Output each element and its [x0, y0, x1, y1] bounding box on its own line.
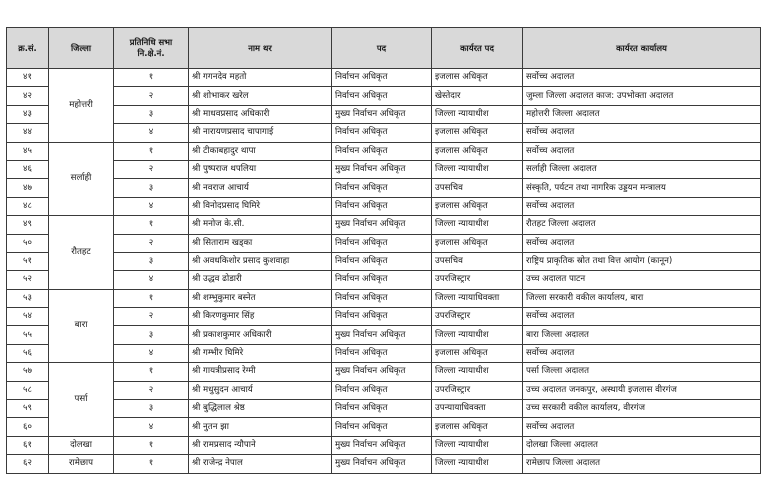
- serial-cell: ४२: [7, 87, 49, 105]
- post-cell: निर्वाचन अधिकृत: [332, 142, 432, 160]
- constituency-cell: २: [114, 308, 189, 326]
- district-cell: सर्लाही: [49, 142, 114, 216]
- constituency-cell: ४: [114, 124, 189, 142]
- table-row: [7, 344, 761, 362]
- working-office-cell: सर्लाही जिल्ला अदालत: [523, 160, 761, 178]
- table-row: [7, 436, 761, 454]
- post-cell: मुख्य निर्वाचन अधिकृत: [332, 363, 432, 381]
- name-cell: श्री पुष्पराज थपलिया: [189, 160, 332, 178]
- post-cell: मुख्य निर्वाचन अधिकृत: [332, 436, 432, 454]
- officer-table: [6, 27, 761, 474]
- constituency-cell: ३: [114, 179, 189, 197]
- working-post-cell: इजलास अधिकृत: [432, 197, 523, 215]
- post-cell: निर्वाचन अधिकृत: [332, 87, 432, 105]
- working-office-cell: जुम्ला जिल्ला अदालत काज: उपभोक्ता अदालत: [523, 87, 761, 105]
- header-name: नाम थर: [189, 28, 332, 69]
- working-office-cell: उच्च सरकारी वकील कार्यालय, वीरगंज: [523, 400, 761, 418]
- working-office-cell: जिल्ला सरकारी वकील कार्यालय, बारा: [523, 289, 761, 307]
- working-post-cell: जिल्ला न्यायाधीश: [432, 363, 523, 381]
- constituency-cell: १: [114, 216, 189, 234]
- table-row: [7, 105, 761, 123]
- working-office-cell: उच्च अदालत जनकपुर, अस्थायी इजलास वीरगंज: [523, 381, 761, 399]
- table-row: [7, 308, 761, 326]
- header-serial: क्र.सं.: [7, 28, 49, 69]
- serial-cell: ५७: [7, 363, 49, 381]
- constituency-cell: १: [114, 436, 189, 454]
- name-cell: श्री उद्धव ढोडारी: [189, 271, 332, 289]
- post-cell: निर्वाचन अधिकृत: [332, 197, 432, 215]
- working-post-cell: जिल्ला न्यायाधिवक्ता: [432, 289, 523, 307]
- serial-cell: ४९: [7, 216, 49, 234]
- header-constituency: [114, 28, 189, 69]
- table-row: [7, 87, 761, 105]
- table-row: [7, 289, 761, 307]
- name-cell: श्री शोभाकर खरेल: [189, 87, 332, 105]
- constituency-cell: ४: [114, 271, 189, 289]
- working-office-cell: सर्वोच्च अदालत: [523, 142, 761, 160]
- post-cell: निर्वाचन अधिकृत: [332, 418, 432, 436]
- working-post-cell: इजलास अधिकृत: [432, 344, 523, 362]
- working-office-cell: सर्वोच्च अदालत: [523, 69, 761, 87]
- name-cell: श्री किरणकुमार सिंह: [189, 308, 332, 326]
- working-post-cell: जिल्ला न्यायाधीश: [432, 326, 523, 344]
- serial-cell: ४३: [7, 105, 49, 123]
- constituency-cell: ३: [114, 400, 189, 418]
- working-post-cell: उपरजिस्ट्रार: [432, 308, 523, 326]
- working-post-cell: इजलास अधिकृत: [432, 142, 523, 160]
- serial-cell: ५२: [7, 271, 49, 289]
- working-office-cell: रामेछाप जिल्ला अदालत: [523, 455, 761, 473]
- name-cell: श्री सिताराम खड्का: [189, 234, 332, 252]
- name-cell: श्री गायत्रीप्रसाद रेग्मी: [189, 363, 332, 381]
- working-post-cell: उपरजिस्ट्रार: [432, 381, 523, 399]
- table-row: [7, 179, 761, 197]
- constituency-cell: २: [114, 234, 189, 252]
- working-post-cell: जिल्ला न्यायाधीश: [432, 455, 523, 473]
- district-cell: पर्सा: [49, 363, 114, 437]
- table-body: [7, 69, 761, 474]
- serial-cell: ६१: [7, 436, 49, 454]
- post-cell: निर्वाचन अधिकृत: [332, 381, 432, 399]
- working-office-cell: सर्वोच्च अदालत: [523, 308, 761, 326]
- name-cell: श्री गम्भीर घिमिरे: [189, 344, 332, 362]
- serial-cell: ६२: [7, 455, 49, 473]
- post-cell: निर्वाचन अधिकृत: [332, 124, 432, 142]
- working-office-cell: पर्सा जिल्ला अदालत: [523, 363, 761, 381]
- constituency-cell: ३: [114, 252, 189, 270]
- serial-cell: ५१: [7, 252, 49, 270]
- serial-cell: ५५: [7, 326, 49, 344]
- name-cell: श्री गगनदेव महतो: [189, 69, 332, 87]
- table-row: [7, 455, 761, 473]
- working-post-cell: इजलास अधिकृत: [432, 69, 523, 87]
- working-office-cell: सर्वोच्च अदालत: [523, 124, 761, 142]
- serial-cell: ४७: [7, 179, 49, 197]
- name-cell: श्री नवराज आचार्य: [189, 179, 332, 197]
- serial-cell: ४४: [7, 124, 49, 142]
- constituency-cell: १: [114, 142, 189, 160]
- name-cell: श्री प्रकाशकुमार अधिकारी: [189, 326, 332, 344]
- post-cell: मुख्य निर्वाचन अधिकृत: [332, 160, 432, 178]
- district-cell: दोलखा: [49, 436, 114, 454]
- table-row: [7, 271, 761, 289]
- serial-cell: ५६: [7, 344, 49, 362]
- table-row: [7, 142, 761, 160]
- working-post-cell: जिल्ला न्यायाधीश: [432, 436, 523, 454]
- name-cell: श्री माधवप्रसाद अधिकारी: [189, 105, 332, 123]
- post-cell: निर्वाचन अधिकृत: [332, 344, 432, 362]
- serial-cell: ५३: [7, 289, 49, 307]
- table-row: [7, 326, 761, 344]
- constituency-cell: २: [114, 381, 189, 399]
- table-row: [7, 197, 761, 215]
- serial-cell: ४५: [7, 142, 49, 160]
- post-cell: निर्वाचन अधिकृत: [332, 308, 432, 326]
- working-office-cell: उच्च अदालत पाटन: [523, 271, 761, 289]
- header-district: जिल्ला: [49, 28, 114, 69]
- district-cell: रामेछाप: [49, 455, 114, 473]
- working-office-cell: सर्वोच्च अदालत: [523, 197, 761, 215]
- post-cell: निर्वाचन अधिकृत: [332, 69, 432, 87]
- name-cell: श्री मधुसुदन आचार्य: [189, 381, 332, 399]
- working-post-cell: उपरजिस्ट्रार: [432, 271, 523, 289]
- post-cell: निर्वाचन अधिकृत: [332, 271, 432, 289]
- constituency-cell: २: [114, 160, 189, 178]
- serial-cell: ६०: [7, 418, 49, 436]
- post-cell: मुख्य निर्वाचन अधिकृत: [332, 216, 432, 234]
- serial-cell: ५८: [7, 381, 49, 399]
- post-cell: निर्वाचन अधिकृत: [332, 234, 432, 252]
- working-post-cell: उपन्यायाधिवक्ता: [432, 400, 523, 418]
- serial-cell: ४१: [7, 69, 49, 87]
- working-office-cell: सर्वोच्च अदालत: [523, 344, 761, 362]
- working-post-cell: इजलास अधिकृत: [432, 124, 523, 142]
- table-row: [7, 252, 761, 270]
- working-post-cell: जिल्ला न्यायाधीश: [432, 105, 523, 123]
- header-constituency-line1: प्रतिनिधि सभा: [129, 37, 173, 47]
- working-post-cell: उपसचिव: [432, 252, 523, 270]
- constituency-cell: ४: [114, 197, 189, 215]
- header-working-post: कार्यरत पद: [432, 28, 523, 69]
- table-row: [7, 234, 761, 252]
- table-row: [7, 418, 761, 436]
- working-office-cell: सर्वोच्च अदालत: [523, 234, 761, 252]
- district-cell: बारा: [49, 289, 114, 363]
- working-post-cell: जिल्ला न्यायाधीश: [432, 216, 523, 234]
- constituency-cell: ३: [114, 105, 189, 123]
- post-cell: निर्वाचन अधिकृत: [332, 179, 432, 197]
- table-row: [7, 381, 761, 399]
- post-cell: मुख्य निर्वाचन अधिकृत: [332, 326, 432, 344]
- table-row: [7, 400, 761, 418]
- district-cell: महोत्तरी: [49, 69, 114, 143]
- constituency-cell: ४: [114, 344, 189, 362]
- post-cell: मुख्य निर्वाचन अधिकृत: [332, 105, 432, 123]
- name-cell: श्री विनोदप्रसाद घिमिरे: [189, 197, 332, 215]
- post-cell: निर्वाचन अधिकृत: [332, 252, 432, 270]
- working-post-cell: जिल्ला न्यायाधीश: [432, 160, 523, 178]
- working-post-cell: इजलास अधिकृत: [432, 234, 523, 252]
- table-header-row: [7, 28, 761, 69]
- table-row: [7, 69, 761, 87]
- name-cell: श्री बुद्धिलाल श्रेष्ठ: [189, 400, 332, 418]
- post-cell: निर्वाचन अधिकृत: [332, 400, 432, 418]
- serial-cell: ४८: [7, 197, 49, 215]
- constituency-cell: १: [114, 455, 189, 473]
- district-cell: रौतहट: [49, 216, 114, 290]
- working-post-cell: खेस्तेदार: [432, 87, 523, 105]
- working-office-cell: बारा जिल्ला अदालत: [523, 326, 761, 344]
- name-cell: श्री अवधकिशोर प्रसाद कुशवाहा: [189, 252, 332, 270]
- constituency-cell: १: [114, 289, 189, 307]
- table-row: [7, 363, 761, 381]
- working-post-cell: उपसचिव: [432, 179, 523, 197]
- header-constituency-line2: नि.क्षे.नं.: [137, 48, 165, 58]
- header-post: पद: [332, 28, 432, 69]
- post-cell: निर्वाचन अधिकृत: [332, 289, 432, 307]
- serial-cell: ५४: [7, 308, 49, 326]
- name-cell: श्री रामप्रसाद न्यौपाने: [189, 436, 332, 454]
- header-working-office: कार्यरत कार्यालय: [523, 28, 761, 69]
- name-cell: श्री शम्भुकुमार बस्नेत: [189, 289, 332, 307]
- constituency-cell: १: [114, 69, 189, 87]
- post-cell: मुख्य निर्वाचन अधिकृत: [332, 455, 432, 473]
- name-cell: श्री राजेन्द्र नेपाल: [189, 455, 332, 473]
- constituency-cell: ४: [114, 418, 189, 436]
- table-row: [7, 124, 761, 142]
- serial-cell: ५०: [7, 234, 49, 252]
- name-cell: श्री मनोज के.सी.: [189, 216, 332, 234]
- serial-cell: ४६: [7, 160, 49, 178]
- constituency-cell: ३: [114, 326, 189, 344]
- working-post-cell: इजलास अधिकृत: [432, 418, 523, 436]
- working-office-cell: दोलखा जिल्ला अदालत: [523, 436, 761, 454]
- constituency-cell: १: [114, 363, 189, 381]
- name-cell: श्री नारायणप्रसाद चापागाई: [189, 124, 332, 142]
- table-row: [7, 216, 761, 234]
- name-cell: श्री नुतन झा: [189, 418, 332, 436]
- working-office-cell: महोत्तरी जिल्ला अदालत: [523, 105, 761, 123]
- table-row: [7, 160, 761, 178]
- name-cell: श्री टीकाबहादुर थापा: [189, 142, 332, 160]
- working-office-cell: रौतहट जिल्ला अदालत: [523, 216, 761, 234]
- serial-cell: ५९: [7, 400, 49, 418]
- working-office-cell: सर्वोच्च अदालत: [523, 418, 761, 436]
- working-office-cell: संस्कृति, पर्यटन तथा नागरिक उड्डयन मन्त्रालय: [523, 179, 761, 197]
- working-office-cell: राष्ट्रिय प्राकृतिक स्रोत तथा वित्त आयोग (कानून): [523, 252, 761, 270]
- constituency-cell: २: [114, 87, 189, 105]
